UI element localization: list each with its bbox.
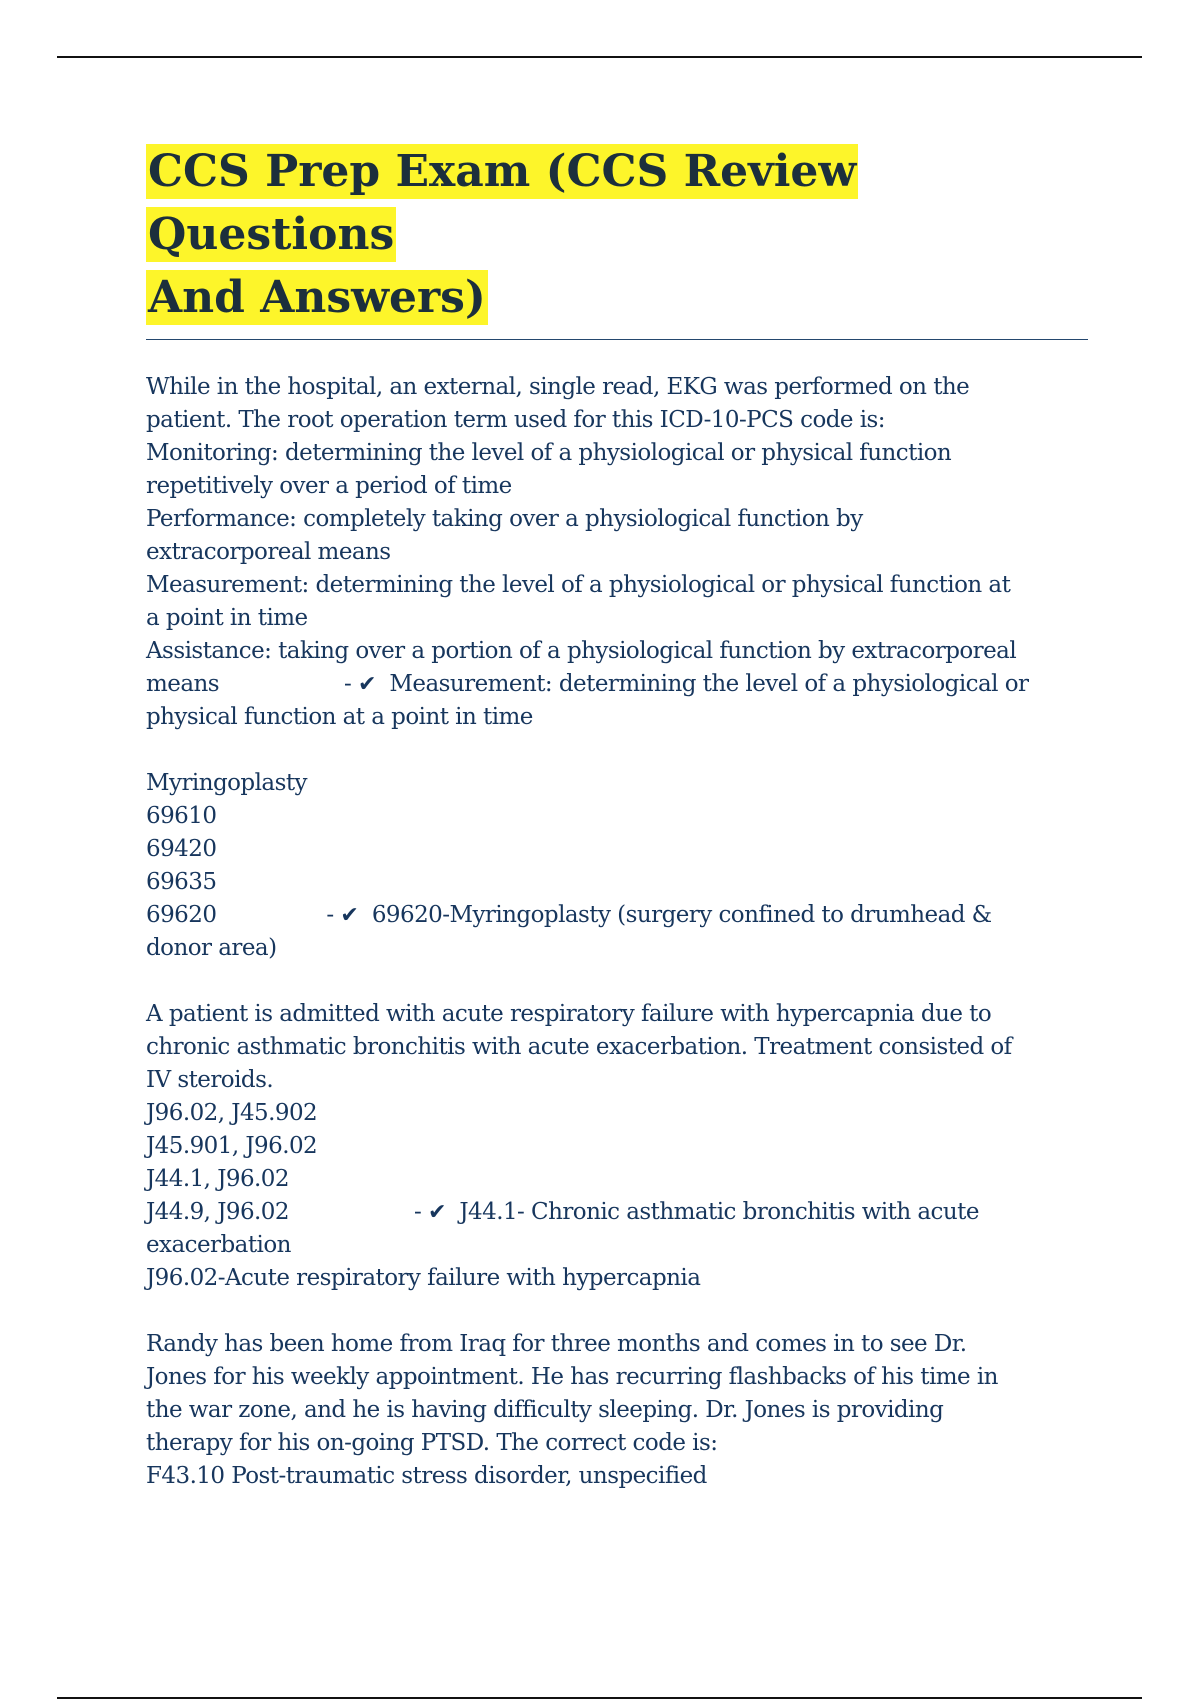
question-line: J96.02, J45.902 bbox=[146, 1100, 318, 1126]
page-bottom-rule bbox=[57, 1697, 1142, 1699]
answer-dash: - bbox=[344, 671, 358, 697]
last-option: 69620 bbox=[146, 902, 217, 928]
question-line: the war zone, and he is having difficulty sleeping. Dr. Jones is providing bbox=[146, 1397, 944, 1423]
question-line: F43.10 Post-traumatic stress disorder, unspecified bbox=[146, 1463, 707, 1489]
question-list bbox=[146, 371, 1088, 1493]
question-line: While in the hospital, an external, single read, EKG was performed on the bbox=[146, 374, 970, 400]
question-block bbox=[146, 998, 1088, 1295]
question-line: J44.1, J96.02 bbox=[146, 1166, 289, 1192]
question-line: Monitoring: determining the level of a physiological or physical function bbox=[146, 440, 952, 466]
answer-row bbox=[146, 899, 1088, 932]
question-line: Measurement: determining the level of a physiological or physical function at bbox=[146, 572, 1011, 598]
question-line: repetitively over a period of time bbox=[146, 473, 512, 499]
answer-row bbox=[146, 1196, 1088, 1229]
answer-line: exacerbation bbox=[146, 1232, 291, 1258]
answer-text: 69620-Myringoplasty (surgery confined to drumhead & bbox=[371, 902, 992, 928]
question-line: Assistance: taking over a portion of a physiological function by extracorporeal bbox=[146, 638, 1017, 664]
title-underline bbox=[146, 339, 1088, 340]
title-line-1: CCS Prep Exam (CCS Review Questions bbox=[148, 146, 857, 260]
question-line: A patient is admitted with acute respiratory failure with hypercapnia due to bbox=[146, 1001, 992, 1027]
last-option: J44.9, J96.02 bbox=[146, 1199, 289, 1225]
answer-text: J44.1- Chronic asthmatic bronchitis with acute bbox=[459, 1199, 979, 1225]
question-line: Randy has been home from Iraq for three months and comes in to see Dr. bbox=[146, 1331, 967, 1357]
question-block bbox=[146, 1328, 1088, 1493]
question-line: IV steroids. bbox=[146, 1067, 274, 1093]
question-line: 69635 bbox=[146, 869, 217, 895]
question-line: therapy for his on-going PTSD. The correct code is: bbox=[146, 1430, 718, 1456]
answer-dash: - bbox=[326, 902, 341, 928]
document-body bbox=[146, 140, 1088, 1526]
checkmark-icon: ✔ bbox=[427, 1200, 446, 1225]
answer-line: physical function at a point in time bbox=[146, 704, 533, 730]
checkmark-icon: ✔ bbox=[357, 672, 376, 697]
question-line: a point in time bbox=[146, 605, 308, 631]
question-block bbox=[146, 767, 1088, 965]
answer-row bbox=[146, 668, 1088, 701]
answer-line: donor area) bbox=[146, 935, 277, 961]
question-line: chronic asthmatic bronchitis with acute exacerbation. Treatment consisted of bbox=[146, 1034, 1012, 1060]
page-title bbox=[146, 140, 1088, 329]
question-line: Performance: completely taking over a physiological function by bbox=[146, 506, 863, 532]
question-line: 69610 bbox=[146, 803, 217, 829]
question-block bbox=[146, 371, 1088, 734]
answer-dash: - bbox=[413, 1199, 428, 1225]
title-line-2: And Answers) bbox=[148, 272, 486, 323]
question-line: Jones for his weekly appointment. He has recurring flashbacks of his time in bbox=[146, 1364, 998, 1390]
answer-text: Measurement: determining the level of a physiological or bbox=[389, 671, 1029, 697]
question-line: J45.901, J96.02 bbox=[146, 1133, 318, 1159]
answer-line: J96.02-Acute respiratory failure with hypercapnia bbox=[146, 1265, 701, 1291]
checkmark-icon: ✔ bbox=[340, 903, 359, 928]
question-line: 69420 bbox=[146, 836, 217, 862]
page-top-rule bbox=[57, 56, 1142, 58]
question-line: patient. The root operation term used for this ICD-10-PCS code is: bbox=[146, 407, 886, 433]
question-line: Myringoplasty bbox=[146, 770, 307, 796]
question-line: extracorporeal means bbox=[146, 539, 391, 565]
last-option: means bbox=[146, 671, 219, 697]
